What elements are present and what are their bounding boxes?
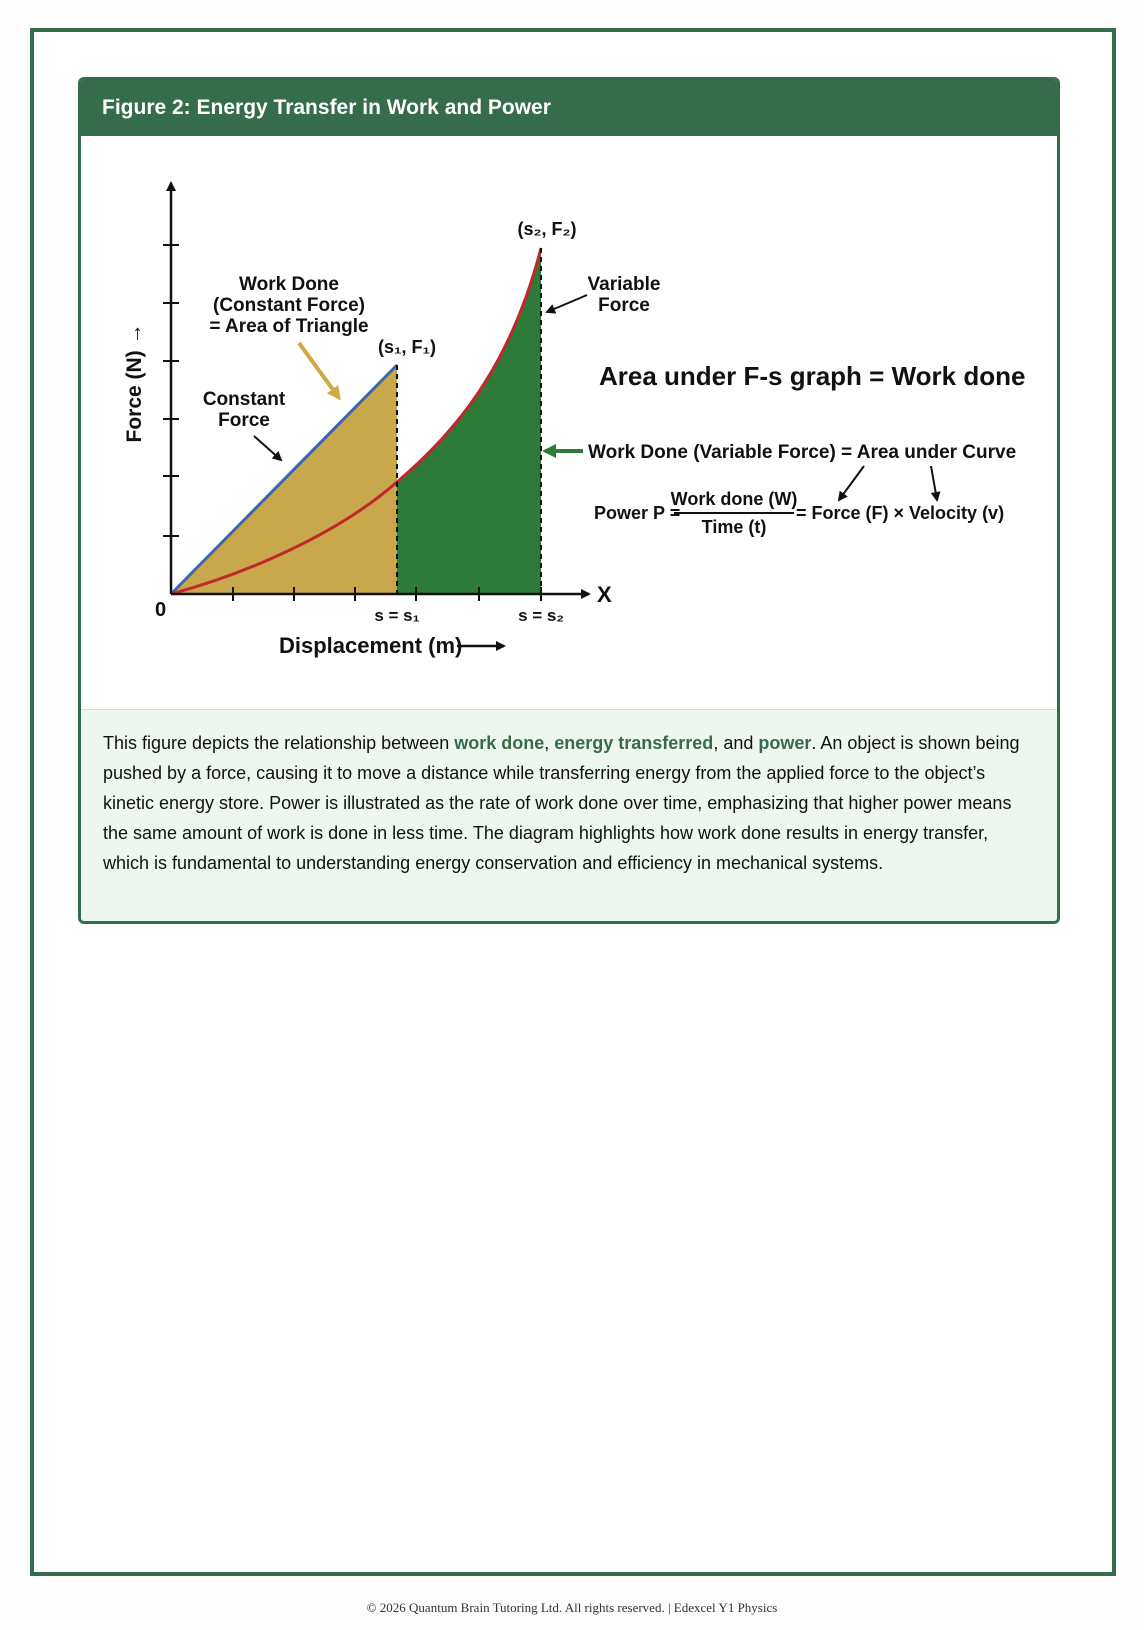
- variable-force-label-line2: Force: [598, 295, 650, 316]
- constant-force-arrow: [254, 436, 281, 460]
- caption-text-2: ,: [544, 733, 555, 753]
- caption-term-energy-transferred: energy transferred: [554, 733, 714, 753]
- velocity-pointer-arrow-2: [931, 466, 937, 500]
- caption-text-3: , and: [713, 733, 759, 753]
- x-end-label: X: [597, 582, 612, 607]
- origin-label: 0: [155, 599, 167, 621]
- x-axis-label: Displacement (m): [279, 633, 463, 658]
- work-constant-label-line2: (Constant Force): [213, 295, 365, 316]
- work-power-diagram: [99, 153, 1039, 689]
- variable-force-arrow: [547, 295, 587, 312]
- constant-force-label-line1: Constant: [202, 389, 286, 410]
- gold-arrow: [299, 343, 339, 398]
- power-suffix: = Force (F) × Velocity (v): [796, 503, 1005, 523]
- figure-card: [78, 77, 1060, 924]
- work-constant-label-line1: Work Done: [239, 274, 339, 295]
- power-numerator: Work done (W): [670, 489, 798, 509]
- figure-title: Figure 2: Energy Transfer in Work and Power: [81, 80, 1057, 136]
- point1-label: (s₁, F₁): [378, 337, 436, 357]
- curve-area: [397, 248, 541, 594]
- figure-caption: [81, 710, 1057, 924]
- caption-text-1: This figure depicts the relationship between: [103, 733, 455, 753]
- area-heading: Area under F-s graph = Work done: [599, 361, 1026, 391]
- s2-tick-label: s = s₂: [518, 606, 564, 625]
- velocity-pointer-arrow-1: [839, 466, 864, 500]
- caption-term-work-done: work done: [454, 733, 545, 753]
- figure-diagram: [81, 136, 1057, 710]
- variable-force-label-line1: Variable: [587, 274, 661, 295]
- caption-term-power: power: [758, 733, 812, 753]
- power-prefix: Power P =: [594, 503, 681, 523]
- caption-text-4: . An object is shown being pushed by a force, causing it to move a distance while transferring energy from the applied force to the object’s kinetic energy store. Power is illustrated as the rate of work done over time, emphasizing that higher power means the same amount of work is done in less time. The diagram highlights how work done results in energy transfer, which is fundamental to understanding energy conservation and efficiency in mechanical systems.: [103, 733, 1020, 873]
- work-constant-label-line3: = Area of Triangle: [209, 316, 369, 337]
- s1-tick-label: s = s₁: [374, 606, 420, 625]
- y-axis-label: Force (N) →: [123, 323, 146, 443]
- page-footer: © 2026 Quantum Brain Tutoring Ltd. All rights reserved. | Edexcel Y1 Physics: [366, 1600, 778, 1615]
- point2-label: (s₂, F₂): [517, 219, 577, 239]
- work-variable-label: Work Done (Variable Force) = Area under Curve: [588, 442, 1017, 463]
- power-denominator: Time (t): [701, 517, 767, 537]
- constant-force-label-line2: Force: [218, 410, 270, 431]
